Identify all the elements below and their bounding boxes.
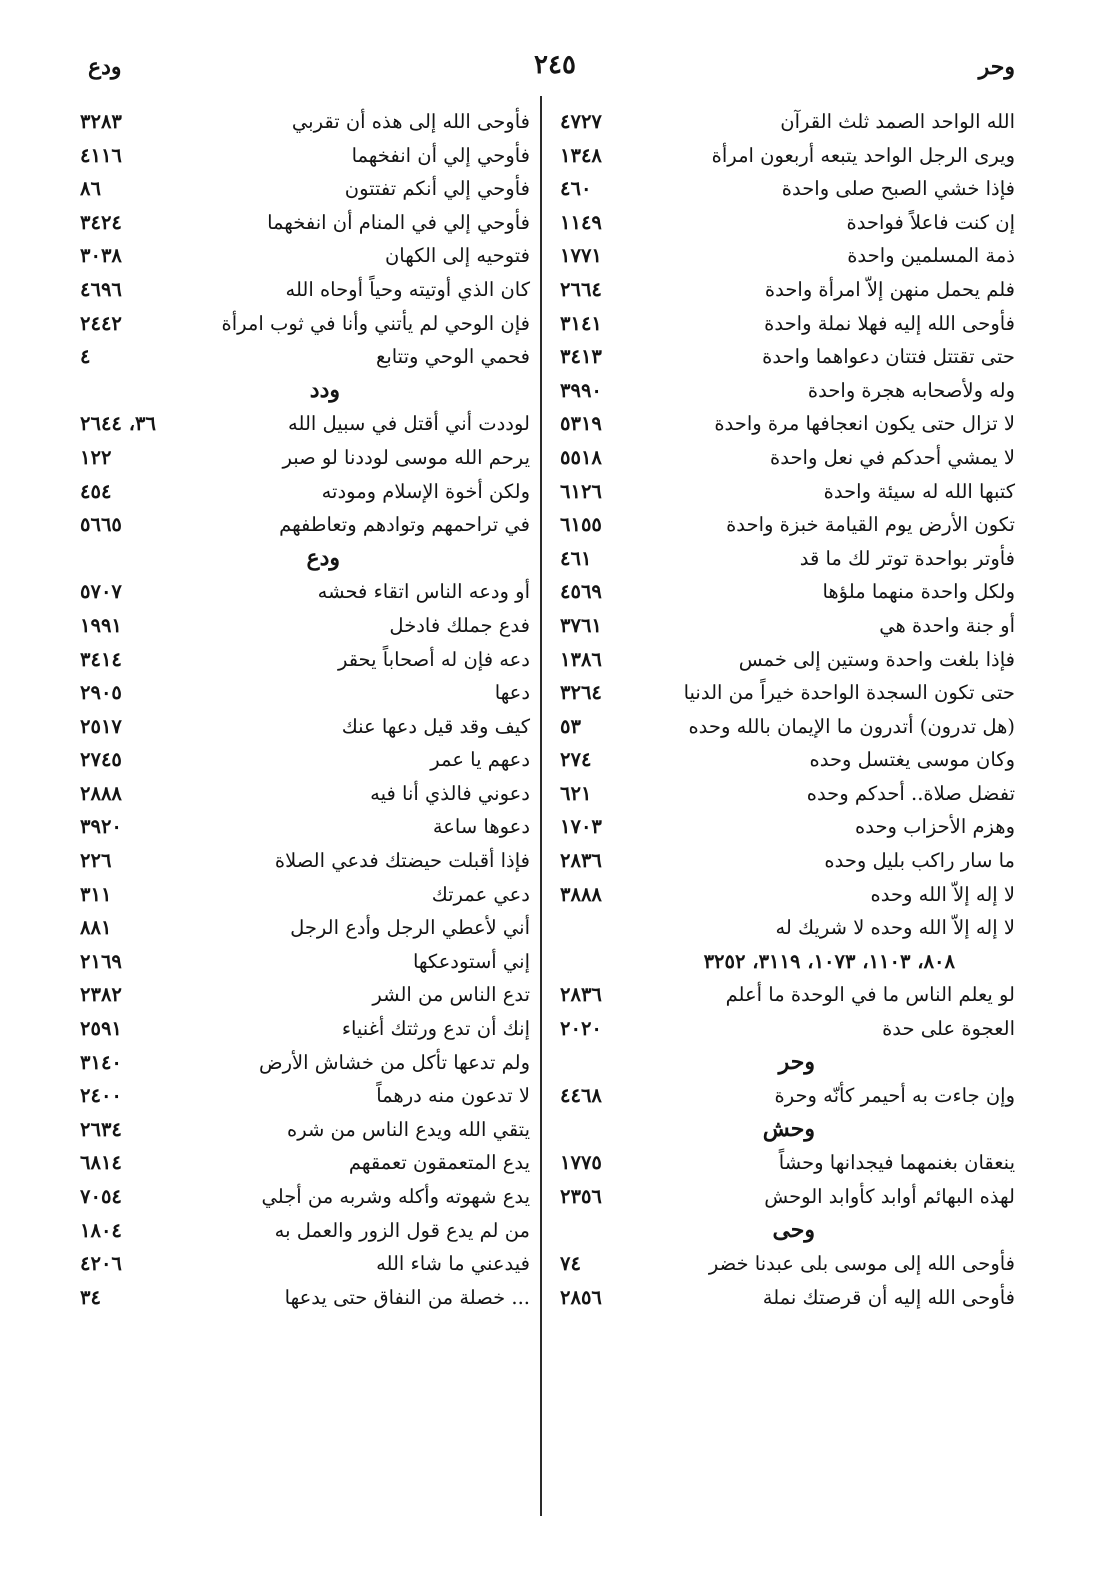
root-heading-text: ودد [309, 376, 340, 403]
index-entry [80, 306, 530, 340]
index-entry [80, 910, 530, 944]
index-entry [80, 339, 530, 373]
entry-text: العجوة على حدة [882, 1017, 1015, 1041]
index-entry [80, 642, 530, 676]
root-heading [80, 373, 530, 407]
entry-number: ٦٢١ [560, 781, 592, 805]
index-entry [80, 238, 530, 272]
index-entry [560, 977, 1015, 1011]
entry-text: من لم يدع قول الزور والعمل به [274, 1218, 530, 1242]
entry-text: فأوحي إلي أنكم تفتتون [344, 177, 530, 201]
left-column [80, 104, 530, 1313]
entry-number: ٣٦، ٢٦٤٤ [80, 412, 156, 436]
index-entry [560, 608, 1015, 642]
entry-text: وكان موسى يغتسل وحده [809, 748, 1015, 772]
root-heading-text: ودع [306, 544, 340, 571]
index-entry [80, 709, 530, 743]
index-entry [80, 809, 530, 843]
root-heading-text: وحى [772, 1216, 815, 1243]
entry-text: فإذا أقبلت حيضتك فدعي الصلاة [274, 849, 530, 873]
root-heading-text: وحر [778, 1048, 815, 1075]
entry-number: ١٢٢ [80, 445, 112, 469]
index-entry [560, 104, 1015, 138]
index-entry [560, 910, 1015, 944]
index-entry [80, 1045, 530, 1079]
entry-text: يتقي الله ويدع الناس من شره [287, 1117, 530, 1141]
root-heading [80, 541, 530, 575]
index-entry [80, 1280, 530, 1314]
index-entry [560, 474, 1015, 508]
column-divider [540, 96, 542, 1516]
entry-number: ٢١٦٩ [80, 949, 122, 973]
index-entry [80, 1011, 530, 1045]
index-entry [80, 507, 530, 541]
index-entry [560, 272, 1015, 306]
entry-text: تكون الأرض يوم القيامة خبزة واحدة [726, 513, 1015, 537]
entry-text: إن كنت فاعلاً فواحدة [846, 210, 1015, 234]
right-column [560, 104, 1015, 1313]
root-heading [560, 1045, 1015, 1079]
entry-text: لا تزال حتى يكون انعجافها مرة واحدة [714, 412, 1015, 436]
root-heading [560, 1213, 1015, 1247]
entry-number: ٢٧٤ [560, 748, 592, 772]
index-entry [560, 507, 1015, 541]
entry-number: ٧٤ [560, 1252, 581, 1276]
entry-text: أو ودعه الناس اتقاء فحشه [317, 580, 530, 604]
index-entry [560, 1280, 1015, 1314]
entry-text: يرحم الله موسى لوددنا لو صبر [282, 445, 530, 469]
entry-number: ٢٣٨٢ [80, 983, 122, 1007]
entry-number: ٢٨٥٦ [560, 1285, 602, 1309]
entry-number: ٣٤١٤ [80, 647, 122, 671]
index-entry [80, 608, 530, 642]
entry-text: لوددت أني أقتل في سبيل الله [288, 412, 530, 436]
entry-text: ولم تدعها تأكل من خشاش الأرض [259, 1050, 530, 1074]
index-entry [560, 339, 1015, 373]
entry-number: ٢٠٢٠ [560, 1017, 602, 1041]
entry-numbers: ٨٠٨، ١١٠٣، ١٠٧٣، ٣١١٩، ٣٢٥٢ [703, 949, 955, 973]
entry-text: وإن جاءت به أحيمر كأنّه وحرة [774, 1084, 1015, 1108]
entry-number: ٤١١٦ [80, 143, 122, 167]
entry-number: ٤٦٠ [560, 177, 592, 201]
entry-number: ٧٠٥٤ [80, 1185, 122, 1208]
entry-number: ٣١٤١ [560, 311, 602, 335]
entry-number: ٣١١ [80, 882, 112, 906]
entry-text: حتى تكون السجدة الواحدة خيراً من الدنيا [683, 681, 1015, 705]
entry-number: ٦١٢٦ [560, 479, 602, 503]
entry-number: ٤٦١ [560, 546, 592, 570]
entry-text: كان الذي أوتيته وحياً أوحاه الله [285, 277, 530, 301]
entry-number: ٣٩٢٠ [80, 815, 122, 839]
index-entry [560, 877, 1015, 911]
index-entry [560, 205, 1015, 239]
entry-text: فأوحى الله إليه فهلا نملة واحدة [764, 311, 1015, 335]
entry-number: ٤٤٦٨ [560, 1084, 602, 1108]
entry-number: ٢٨٣٦ [560, 983, 602, 1007]
index-entry [80, 1213, 530, 1247]
index-entry [80, 1112, 530, 1146]
entry-text: يدع شهوته وأكله وشربه من أجلي [261, 1185, 530, 1208]
index-entry [80, 104, 530, 138]
entry-number: ٨٨١ [80, 916, 112, 940]
entry-text: أو جنة واحدة هي [879, 613, 1015, 637]
index-entry [80, 742, 530, 776]
index-entry [80, 474, 530, 508]
root-heading [560, 1112, 1015, 1146]
page-header [0, 44, 1110, 90]
entry-text: دعوني فالذي أنا فيه [370, 781, 530, 805]
entry-text: لا إله إلاّ الله وحده [870, 882, 1015, 906]
entry-number: ٢٧٤٥ [80, 748, 122, 772]
entry-number: ٢٨٨٨ [80, 781, 122, 805]
index-entry [80, 440, 530, 474]
entry-text: لو يعلم الناس ما في الوحدة ما أعلم [725, 983, 1015, 1007]
entry-text: فيدعني ما شاء الله [376, 1252, 530, 1276]
entry-text: ذمة المسلمين واحدة [847, 244, 1015, 268]
entry-text: تدع الناس من الشر [372, 983, 530, 1007]
entry-text: الله الواحد الصمد ثلث القرآن [780, 110, 1015, 133]
entry-number: ٢٩٠٥ [80, 681, 122, 705]
index-entry [560, 238, 1015, 272]
entry-text: ولكن أخوة الإسلام ومودته [321, 479, 530, 503]
header-right-root: وحر [978, 54, 1015, 80]
index-entry [80, 574, 530, 608]
entry-text: فتوحيه إلى الكهان [384, 244, 530, 268]
entry-text: كتبها الله له سيئة واحدة [823, 479, 1015, 503]
entry-number: ٣٩٩٠ [560, 378, 602, 402]
entry-text: فلم يحمل منهن إلاّ امرأة واحدة [764, 277, 1015, 301]
entry-number: ٤٢٠٦ [80, 1252, 122, 1276]
entry-number: ٥٦٦٥ [80, 513, 122, 537]
index-entry [80, 977, 530, 1011]
entry-number: ٥٧٠٧ [80, 580, 122, 604]
entry-number: ٣٤٢٤ [80, 210, 122, 234]
index-entry [560, 1246, 1015, 1280]
index-entry [560, 574, 1015, 608]
entry-text: دعوها ساعة [432, 815, 530, 839]
index-entry [560, 1179, 1015, 1213]
index-entry [80, 171, 530, 205]
entry-text: تفضل صلاة.. أحدكم وحده [806, 781, 1015, 805]
entry-number: ٥٣ [560, 714, 581, 738]
entry-text: فإذا بلغت واحدة وستين إلى خمس [738, 647, 1015, 671]
index-entry [560, 138, 1015, 172]
entry-number: ٢٥٩١ [80, 1017, 122, 1041]
entry-number: ٤٥٤ [80, 479, 112, 503]
entry-number: ٣٤ [80, 1285, 101, 1309]
index-entry-continuation [560, 944, 1015, 978]
entry-text: دعه فإن له أصحاباً يحقر [337, 647, 530, 671]
index-entry [560, 440, 1015, 474]
entry-text: فأوحى الله إلى موسى بلى عبدنا خضر [708, 1252, 1015, 1276]
index-entry [560, 843, 1015, 877]
entry-number: ٢٨٣٦ [560, 849, 602, 873]
entry-text: لهذه البهائم أوابد كأوابد الوحش [764, 1185, 1015, 1208]
entry-number: ٤٥٦٩ [560, 580, 602, 604]
entry-text: وله ولأصحابه هجرة واحدة [807, 378, 1015, 402]
entry-number: ٥٣١٩ [560, 412, 602, 436]
index-entry [560, 373, 1015, 407]
entry-text: ما سار راكب بليل وحده [824, 849, 1015, 873]
entry-number: ١٧٧١ [560, 244, 602, 268]
entry-text: فأوحي إلي في المنام أن انفخهما [267, 210, 530, 234]
entry-text: ... خصلة من النفاق حتى يدعها [284, 1285, 530, 1309]
index-entry [560, 742, 1015, 776]
index-entry [80, 675, 530, 709]
index-entry [80, 944, 530, 978]
entry-text: دعها [494, 681, 530, 705]
entry-text: أني لأعطي الرجل وأدع الرجل [290, 916, 530, 940]
entry-text: (هل تدرون) أتدرون ما الإيمان بالله وحده [688, 714, 1015, 738]
entry-number: ٤ [80, 345, 91, 369]
entry-number: ٤٧٢٧ [560, 110, 602, 133]
index-entry [80, 205, 530, 239]
entry-text: في تراحمهم وتوادهم وتعاطفهم [279, 513, 530, 537]
entry-number: ٢٢٦ [80, 849, 112, 873]
entry-number: ٦١٥٥ [560, 513, 602, 537]
entry-number: ٣٨٨٨ [560, 882, 602, 906]
entry-text: كيف وقد قيل دعها عنك [341, 714, 530, 738]
entry-text: فدع جملك فادخل [389, 613, 530, 637]
index-entry [560, 1078, 1015, 1112]
entry-text: وهزم الأحزاب وحده [855, 815, 1015, 839]
entry-number: ١٣٤٨ [560, 143, 602, 167]
entry-text: فحمي الوحي وتتابع [375, 345, 530, 369]
entry-number: ٢٣٥٦ [560, 1185, 602, 1208]
index-entry [560, 776, 1015, 810]
entry-text: فأوتر بواحدة توتر لك ما قد [799, 546, 1015, 570]
index-entry [560, 1011, 1015, 1045]
entry-text: لا يمشي أحدكم في نعل واحدة [770, 445, 1015, 469]
index-entry [560, 1145, 1015, 1179]
index-entry [560, 541, 1015, 575]
entry-number: ٣٢٨٣ [80, 110, 122, 133]
index-entry [80, 138, 530, 172]
index-entry [80, 272, 530, 306]
entry-text: حتى تقتتل فتتان دعواهما واحدة [762, 345, 1015, 369]
entry-text: لا تدعون منه درهماً [376, 1084, 530, 1108]
entry-number: ١٧٧٥ [560, 1151, 602, 1175]
header-left-root: ودع [88, 54, 122, 80]
entry-number: ٢٤٤٢ [80, 311, 122, 335]
index-entry [560, 306, 1015, 340]
entry-number: ١٧٠٣ [560, 815, 602, 839]
index-entry [560, 809, 1015, 843]
entry-number: ١٣٨٦ [560, 647, 602, 671]
index-entry [560, 709, 1015, 743]
entry-number: ١٩٩١ [80, 613, 122, 637]
entry-text: يدع المتعمقون تعمقهم [348, 1151, 530, 1175]
entry-text: ينعقان بغنمهما فيجدانها وحشاً [778, 1151, 1015, 1175]
entry-text: دعهم يا عمر [430, 748, 530, 772]
index-entry [560, 406, 1015, 440]
index-entry [80, 1145, 530, 1179]
page-number: ٢٤٥ [534, 50, 576, 80]
entry-number: ٦٨١٤ [80, 1151, 122, 1175]
index-entry [80, 843, 530, 877]
entry-text: فأوحي إلي أن انفخهما [351, 143, 530, 167]
entry-text: لا إله إلاّ الله وحده لا شريك له [775, 916, 1015, 940]
root-heading-text: وحش [762, 1115, 815, 1142]
entry-number: ٣١٤٠ [80, 1050, 122, 1074]
entry-number: ٢٤٠٠ [80, 1084, 122, 1108]
entry-text: إني أستودعكها [412, 949, 530, 973]
entry-number: ٢٦٦٤ [560, 277, 602, 301]
entry-text: ولكل واحدة منهما ملؤها [822, 580, 1015, 604]
entry-number: ٢٥١٧ [80, 714, 122, 738]
entry-number: ٥٥١٨ [560, 445, 602, 469]
entry-text: دعي عمرتك [431, 882, 530, 906]
entry-text: فإن الوحي لم يأتني وأنا في ثوب امرأة [221, 311, 530, 335]
entry-number: ٨٦ [80, 177, 101, 201]
entry-text: إنك أن تدع ورثتك أغنياء [341, 1017, 530, 1041]
entry-number: ٤٦٩٦ [80, 277, 122, 301]
entry-text: ويرى الرجل الواحد يتبعه أربعون امرأة [711, 143, 1015, 167]
index-entry [560, 675, 1015, 709]
index-entry [80, 1078, 530, 1112]
entry-number: ٣٧٦١ [560, 613, 602, 637]
index-entry [80, 1246, 530, 1280]
index-entry [80, 1179, 530, 1213]
entry-number: ١١٤٩ [560, 210, 602, 234]
entry-number: ٣٤١٣ [560, 345, 602, 369]
index-entry [560, 171, 1015, 205]
entry-number: ١٨٠٤ [80, 1218, 122, 1242]
index-entry [560, 642, 1015, 676]
entry-text: فأوحى الله إليه أن قرصتك نملة [762, 1285, 1015, 1309]
entry-number: ٢٦٣٤ [80, 1117, 122, 1141]
entry-text: فأوحى الله إلى هذه أن تقربي [291, 110, 530, 133]
entry-number: ٣٠٣٨ [80, 244, 122, 268]
index-entry [80, 877, 530, 911]
entry-number: ٣٢٦٤ [560, 681, 602, 705]
index-entry [80, 406, 530, 440]
index-entry [80, 776, 530, 810]
entry-text: فإذا خشي الصبح صلى واحدة [781, 177, 1015, 201]
